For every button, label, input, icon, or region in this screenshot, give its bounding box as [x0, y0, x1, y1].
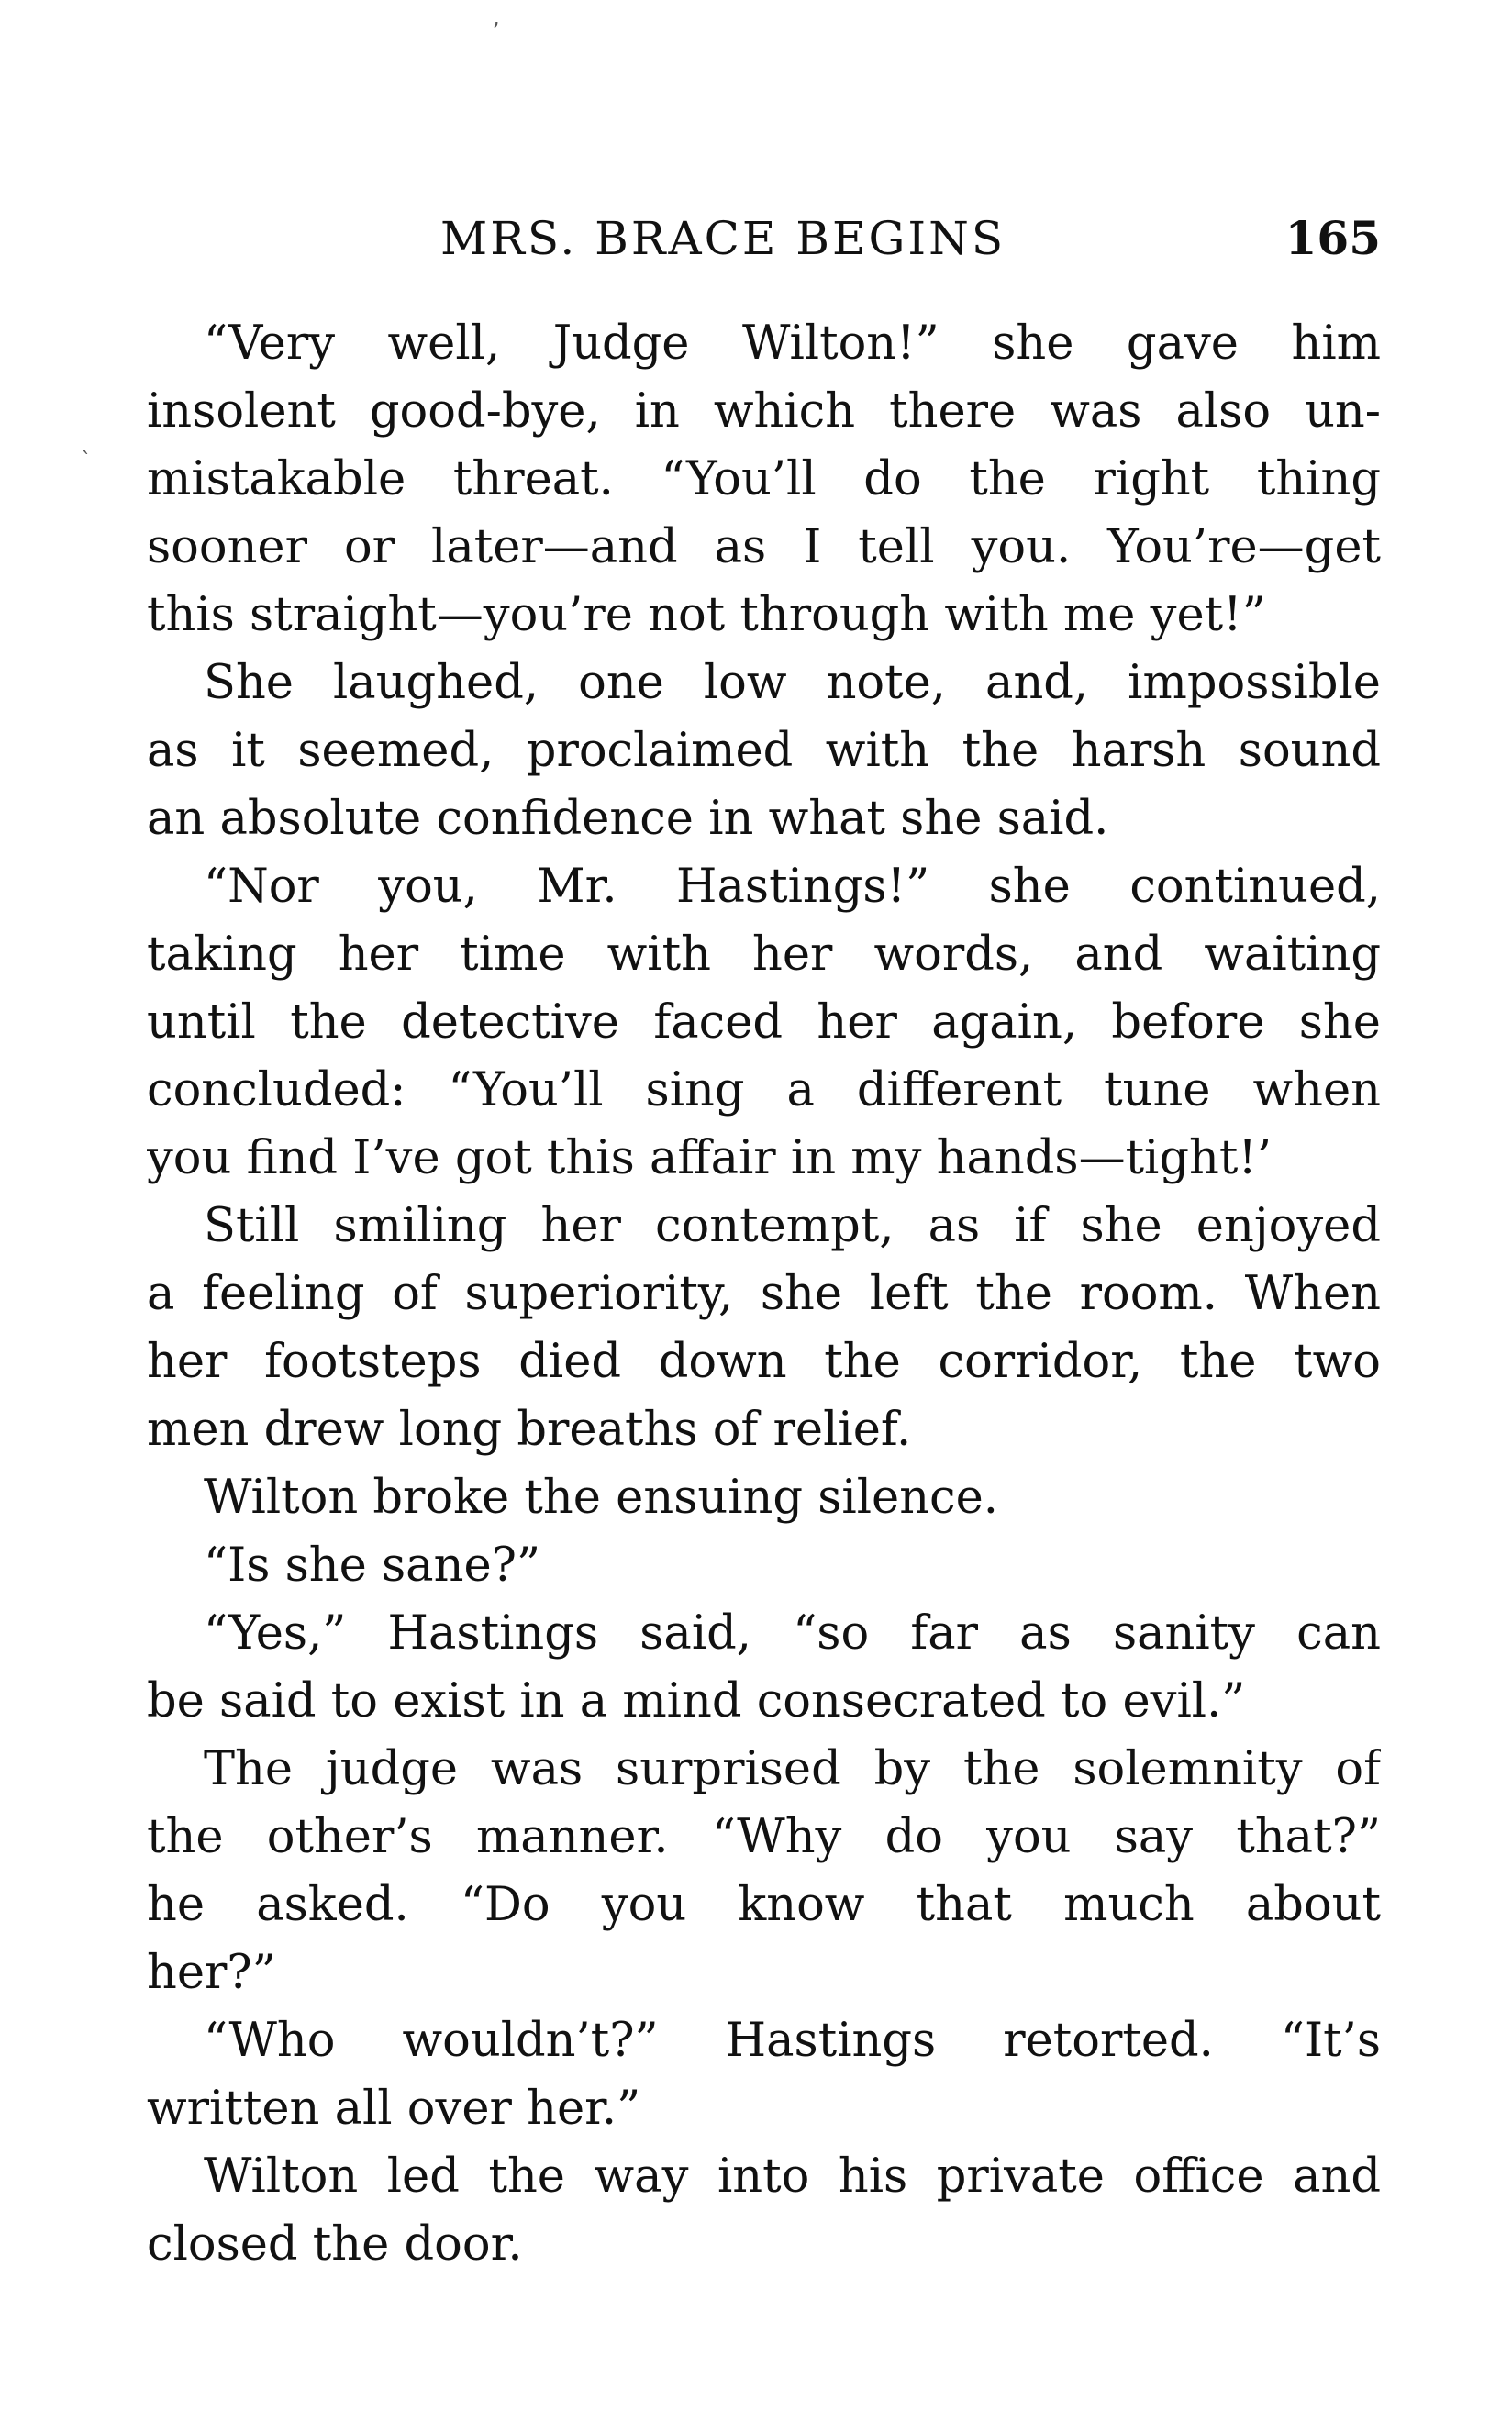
text-line: “Nor you, Mr. Hastings!” she continued, — [204, 860, 1381, 914]
text-line: Still smiling her contempt, as if she enjoyed — [204, 1199, 1381, 1253]
text-line: concluded: “You’ll sing a different tune when — [147, 1063, 1381, 1117]
text-line: mistakable threat. “You’ll do the right thing — [147, 452, 1381, 506]
text-line: She laughed, one low note, and, impossible — [204, 656, 1381, 710]
text-line: “Very well, Judge Wilton!” she gave him — [204, 317, 1381, 371]
text-line: a feeling of superiority, she left the room. When — [147, 1267, 1381, 1321]
running-head: MRS. BRACE BEGINS — [440, 212, 1006, 265]
text-line: “Yes,” Hastings said, “so far as sanity can — [204, 1606, 1381, 1661]
text-line: closed the door. — [147, 2217, 523, 2272]
text-line: be said to exist in a mind consecrated to evil.” — [147, 1674, 1246, 1728]
text-line: taking her time with her words, and waiting — [147, 928, 1381, 982]
text-line: the other’s manner. “Why do you say that?” — [147, 1810, 1381, 1864]
body-text — [147, 310, 1381, 2279]
ink-speck-top: ʼ — [492, 18, 499, 44]
text-line: you find I’ve got this affair in my hands—tight!’ — [147, 1131, 1273, 1185]
text-line: The judge was surprised by the solemnity of — [204, 1742, 1381, 1796]
text-line: written all over her.” — [147, 2082, 641, 2136]
text-line: “Is she sane?” — [204, 1539, 541, 1593]
text-line: sooner or later—and as I tell you. You’re—get — [147, 520, 1381, 574]
text-line: Wilton broke the ensuing silence. — [204, 1471, 999, 1525]
text-line: insolent good-bye, in which there was also un- — [147, 384, 1381, 439]
ink-speck-margin: ` — [81, 448, 92, 473]
text-line: he asked. “Do you know that much about — [147, 1878, 1381, 1932]
text-line: an absolute confidence in what she said. — [147, 792, 1109, 846]
text-line: Wilton led the way into his private office and — [204, 2150, 1381, 2204]
text-line: until the detective faced her again, before she — [147, 995, 1381, 1050]
text-line: as it seemed, proclaimed with the harsh sound — [147, 724, 1381, 778]
text-line: her?” — [147, 1946, 276, 2000]
text-line: “Who wouldn’t?” Hastings retorted. “It’s — [204, 2014, 1381, 2068]
text-line: her footsteps died down the corridor, the two — [147, 1335, 1381, 1389]
page-number: 165 — [1284, 211, 1381, 265]
text-line: men drew long breaths of relief. — [147, 1403, 912, 1457]
page-header — [147, 209, 1381, 268]
text-line: this straight—you’re not through with me yet!” — [147, 588, 1266, 642]
